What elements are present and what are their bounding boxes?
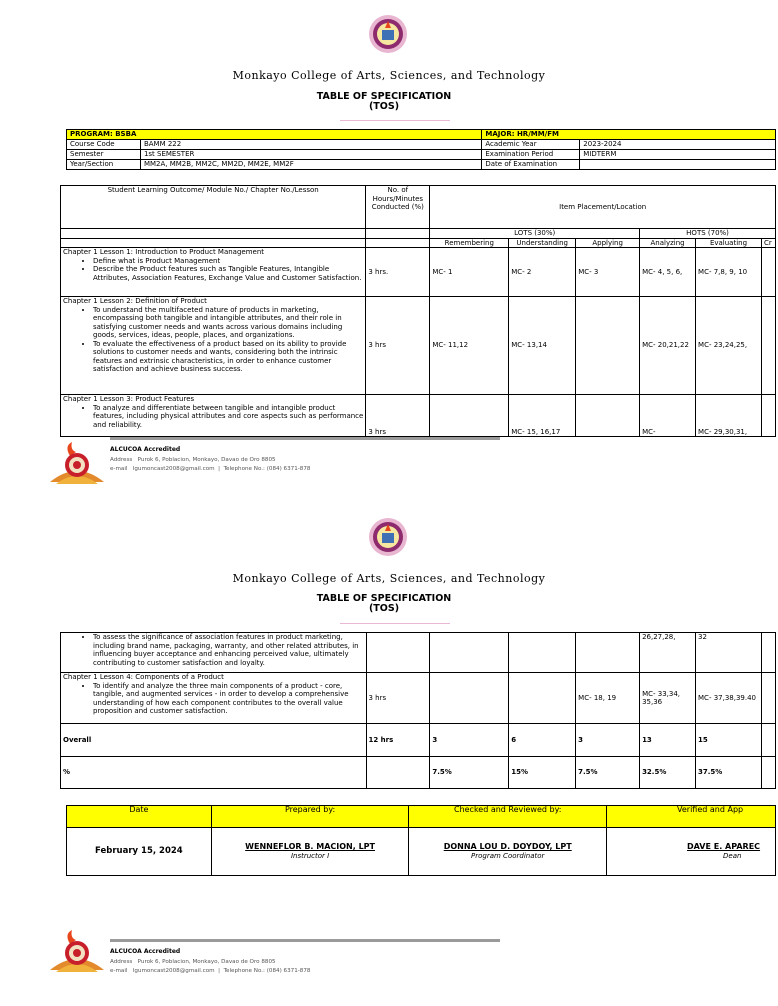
item-cell: MC- 2 — [509, 248, 576, 297]
verified-by — [607, 828, 776, 876]
level-understanding: Understanding — [509, 238, 576, 248]
prepared-by — [211, 828, 409, 876]
level-remembering: Remembering — [430, 238, 509, 248]
info-value: MIDTERM — [580, 150, 776, 160]
outcome-bullet: • To assess the significance of association features in product marketing, including brand name, packaging, warranty, and other related attributes, in influencing buyer acceptance and enhancing perceived value, ultimately contributing to customer satisfaction and loyalty. — [93, 633, 364, 667]
item-cell: MC- 23,24,25, — [696, 297, 762, 395]
footer-address: Address Purok 6, Poblacion, Monkayo, Davao de Oro 8805 — [110, 959, 276, 965]
prepared-name: WENNEFLOR B. MACION, LPT — [245, 842, 375, 851]
item-cell: MC- — [640, 395, 696, 437]
item-cell — [509, 673, 576, 724]
item-cell: MC- 4, 5, 6, — [640, 248, 696, 297]
prepared-role: Instructor I — [290, 851, 330, 860]
verified-role: Dean — [723, 851, 742, 860]
item-cell — [430, 673, 509, 724]
major-cell: MAJOR: HR/MM/FM — [482, 130, 776, 140]
info-label: Semester — [67, 150, 141, 160]
checked-role: Program Coordinator — [471, 851, 545, 860]
table-row — [61, 673, 776, 724]
date-header: Date — [67, 806, 212, 828]
college-logo-icon — [368, 14, 408, 54]
table-row — [61, 248, 776, 297]
title-divider — [340, 623, 450, 624]
overall-cell: 15 — [696, 724, 762, 757]
title-divider — [340, 120, 450, 121]
item-cell: MC- 33,34, 35,36 — [640, 673, 696, 724]
lesson-title: Chapter 1 Lesson 4: Components of a Product — [63, 673, 224, 681]
outcome-bullet: • To understand the multifaceted nature of products in marketing, encompassing both tangible and intangible attributes, and their role in satisfying customer needs and wants across various domains including goods, services, ideas, people, places, and organizations. — [93, 306, 363, 340]
lots-header: LOTS (30%) — [430, 229, 640, 239]
percent-cell: 7.5% — [576, 757, 640, 789]
level-evaluating: Evaluating — [696, 238, 762, 248]
hours-cell: 3 hrs. — [366, 248, 430, 297]
item-cell — [576, 297, 640, 395]
item-cell: MC- 29,30,31, — [696, 395, 762, 437]
table-row — [61, 297, 776, 395]
info-value: BAMM 222 — [140, 140, 481, 150]
outcome-bullet: • To identify and analyze the three main components of a product - core, tangible, and augmented services - in order to develop a comprehensive understanding of how each component contributes to the overall value proposition and customer satisfaction. — [93, 682, 364, 716]
item-cell — [430, 395, 509, 437]
info-value: 1st SEMESTER — [140, 150, 481, 160]
info-value: MM2A, MM2B, MM2C, MM2D, MM2E, MM2F — [140, 160, 481, 170]
verified-header: Verified and App — [607, 806, 776, 828]
level-applying: Applying — [576, 238, 640, 248]
item-cell — [509, 633, 576, 673]
outcome-bullet: • Define what is Product Management — [93, 257, 363, 266]
percent-label: % — [61, 757, 367, 789]
footer-contact: e-mail lgumoncast2008@gmail.com | Telephone No.: (084) 6371-878 — [110, 466, 311, 472]
info-label: Academic Year — [482, 140, 580, 150]
tos-title: TABLE OF SPECIFICATION — [316, 91, 452, 102]
lesson-title: Chapter 1 Lesson 2: Definition of Product — [63, 297, 207, 305]
overall-cell: 3 — [576, 724, 640, 757]
item-cell — [576, 633, 640, 673]
overall-label: Overall — [61, 724, 367, 757]
tos-table-page2 — [60, 632, 776, 789]
accredited-label: ALCUCOA Accredited — [110, 948, 181, 955]
overall-cell: 3 — [430, 724, 509, 757]
overall-hours: 12 hrs — [366, 724, 430, 757]
level-creating: Cr — [761, 238, 775, 248]
item-cell: MC- 13,14 — [509, 297, 576, 395]
tos-title: TABLE OF SPECIFICATION — [316, 593, 452, 604]
table-row — [61, 633, 776, 673]
hours-cell: 3 hrs — [366, 297, 430, 395]
outcome-bullet: • To evaluate the effectiveness of a product based on its ability to provide solutions to customer needs and wants, considering both the intrinsic features and extrinsic characteristics, in order to enhance customer satisfaction and achieve business success. — [93, 340, 363, 374]
item-cell: MC- 20,21,22 — [640, 297, 696, 395]
accredited-label: ALCUCOA Accredited — [110, 446, 181, 453]
tos-table-page1 — [60, 185, 776, 437]
footer-divider — [110, 939, 500, 942]
item-placement-header: Item Placement/Location — [430, 186, 776, 229]
lesson-title: Chapter 1 Lesson 1: Introduction to Product Management — [63, 248, 265, 256]
percent-row — [61, 757, 776, 789]
checked-by — [409, 828, 607, 876]
college-name: Monkayo College of Arts, Sciences, and Technology — [232, 572, 546, 585]
outcome-header: Student Learning Outcome/ Module No./ Chapter No./Lesson — [61, 186, 366, 229]
footer-address: Address Purok 6, Poblacion, Monkayo, Davao de Oro 8805 — [110, 457, 276, 463]
alcucoa-seal-icon — [46, 930, 108, 974]
outcome-bullet: • Describe the Product features such as Tangible Features, Intangible Attributes, Association Features, Exchange Value and Customer Satisfaction. — [93, 265, 363, 282]
college-logo-icon — [368, 517, 408, 557]
footer-contact: e-mail lgumoncast2008@gmail.com | Telephone No.: (084) 6371-878 — [110, 968, 311, 974]
verified-name: DAVE E. APAREC — [687, 842, 761, 851]
hots-header: HOTS (70%) — [640, 229, 776, 239]
lesson2-outcome — [61, 297, 366, 395]
lesson3-outcome — [61, 395, 366, 437]
item-cell: 26,27,28, — [640, 633, 696, 673]
info-label: Course Code — [67, 140, 141, 150]
lesson3-cont-outcome — [61, 633, 367, 673]
signature-date: February 15, 2024 — [67, 828, 212, 876]
item-cell: MC- 15, 16,17 — [509, 395, 576, 437]
alcucoa-seal-icon — [46, 442, 108, 486]
percent-cell: 37.5% — [696, 757, 762, 789]
program-info-table — [66, 129, 776, 170]
hours-cell: 3 hrs — [366, 673, 430, 724]
lesson1-outcome — [61, 248, 366, 297]
table-row — [61, 395, 776, 437]
lesson-title: Chapter 1 Lesson 3: Product Features — [63, 395, 195, 403]
item-cell — [576, 395, 640, 437]
info-value: 2023-2024 — [580, 140, 776, 150]
item-cell: MC- 3 — [576, 248, 640, 297]
info-label: Examination Period — [482, 150, 580, 160]
item-cell — [430, 633, 509, 673]
item-cell: MC- 37,38,39.40 — [696, 673, 762, 724]
info-label: Date of Examination — [482, 160, 580, 170]
percent-cell: 7.5% — [430, 757, 509, 789]
item-cell: MC- 11,12 — [430, 297, 509, 395]
percent-cell: 32.5% — [640, 757, 696, 789]
overall-row — [61, 724, 776, 757]
item-cell: MC- 1 — [430, 248, 509, 297]
item-cell: 32 — [696, 633, 762, 673]
tos-subtitle: (TOS) — [368, 603, 400, 614]
hours-header: No. of Hours/Minutes Conducted (%) — [366, 186, 430, 229]
checked-name: DONNA LOU D. DOYDOY, LPT — [443, 842, 572, 851]
tos-subtitle: (TOS) — [368, 101, 400, 112]
overall-cell: 6 — [509, 724, 576, 757]
lesson4-outcome — [61, 673, 367, 724]
level-analyzing: Analyzing — [640, 238, 696, 248]
overall-cell: 13 — [640, 724, 696, 757]
signature-table — [66, 805, 776, 876]
item-cell: MC- 18, 19 — [576, 673, 640, 724]
percent-cell: 15% — [509, 757, 576, 789]
checked-header: Checked and Reviewed by: — [409, 806, 607, 828]
footer-divider — [110, 437, 500, 440]
info-value — [580, 160, 776, 170]
info-label: Year/Section — [67, 160, 141, 170]
hours-cell: 3 hrs — [366, 395, 430, 437]
item-cell: MC- 7,8, 9, 10 — [696, 248, 762, 297]
prepared-header: Prepared by: — [211, 806, 409, 828]
outcome-bullet: • To analyze and differentiate between tangible and intangible product features, including physical attributes and core aspects such as performance and reliability. — [93, 404, 363, 430]
college-name: Monkayo College of Arts, Sciences, and Technology — [232, 69, 546, 82]
program-cell: PROGRAM: BSBA — [67, 130, 482, 140]
